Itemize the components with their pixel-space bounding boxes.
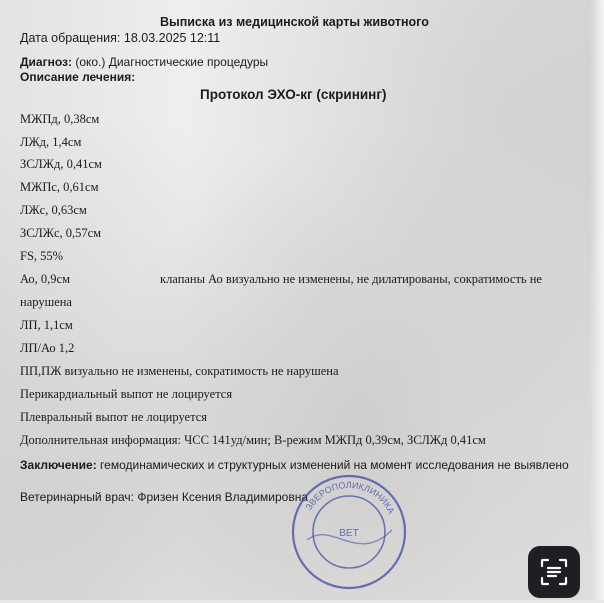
stamp-center-text: ВЕТ: [339, 528, 359, 539]
measurement-zslzhd: ЗСЛЖд, 0,41см: [20, 157, 102, 171]
ao-value: Ао, 0,9см: [20, 272, 70, 286]
page-edge: [590, 0, 604, 600]
pericardial-line: Перикардиальный выпот не лоцируется: [20, 387, 233, 401]
measurement-lzhd: ЛЖд, 1,4см: [20, 135, 82, 149]
lp-ao-value: ЛП/Ао 1,2: [20, 341, 75, 355]
visit-date: Дата обращения: 18.03.2025 12:11: [20, 31, 221, 45]
stamp-ring-text: ЗВЕРОПОЛИКЛИНИКА: [303, 479, 397, 516]
document-title: Выписка из медицинской карты животного: [160, 15, 429, 29]
diagnosis-value: (око.) Диагностические процедуры: [75, 55, 269, 69]
doctor-signature-line: Ветеринарный врач: Фризен Ксения Владимировна: [20, 490, 309, 504]
pleural-line: Плевральный выпот не лоцируется: [20, 410, 207, 424]
conclusion-label: Заключение:: [20, 458, 97, 472]
measurement-zslzhs: ЗСЛЖс, 0,57см: [20, 226, 102, 240]
conclusion-value: гемодинамических и структурных изменений на момент исследования не выявлено: [100, 458, 569, 472]
ao-comment: клапаны Ао визуально не изменены, не дилатированы, сократимость не: [160, 272, 542, 286]
measurement-fs: FS, 55%: [20, 249, 64, 263]
scan-text-button[interactable]: [528, 546, 580, 598]
lp-value: ЛП, 1,1см: [20, 318, 73, 332]
diagnosis-label: Диагноз:: [20, 55, 72, 69]
measurement-mzhps: МЖПс, 0,61см: [20, 180, 99, 194]
protocol-title: Протокол ЭХО-кг (скрининг): [200, 87, 387, 102]
measurement-mzhpd: МЖПд, 0,38см: [20, 112, 100, 126]
text-scan-icon: [528, 546, 580, 598]
treatment-label: Описание лечения:: [20, 70, 136, 84]
diagnosis-line: [20, 55, 268, 69]
stamp-graphic: [287, 470, 411, 594]
additional-info: Дополнительная информация: ЧСС 141уд/мин; В-режим МЖПд 0,39см, ЗСЛЖд 0,41см: [20, 433, 486, 447]
measurement-lzhs: ЛЖс, 0,63см: [20, 203, 87, 217]
pp-pzh-line: ПП,ПЖ визуально не изменены, сократимость не нарушена: [20, 364, 339, 378]
clinic-stamp: [287, 470, 411, 594]
ao-comment-cont: нарушена: [20, 295, 72, 309]
